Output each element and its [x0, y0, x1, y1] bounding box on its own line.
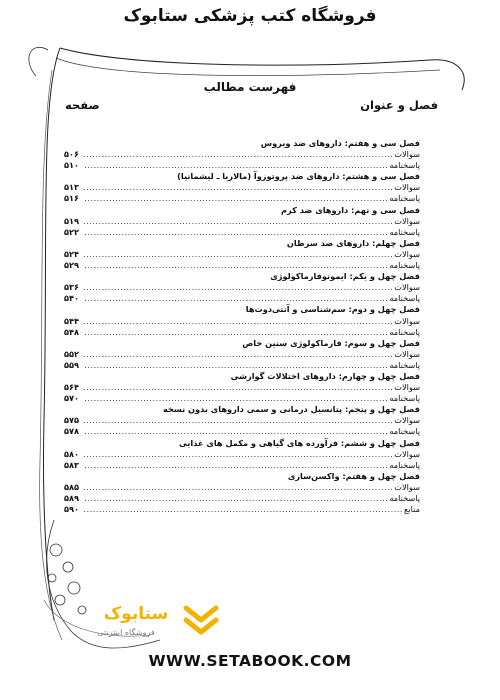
toc-page-number: ۵۰۶ — [64, 149, 79, 160]
toc-chapter-heading: فصل چهل و ششم: فرآورده های گیاهی و مکمل های غذایی — [179, 437, 420, 448]
toc-entry-label: پاسخنامه — [389, 359, 420, 370]
toc-page-number: ۵۱۶ — [64, 193, 79, 204]
toc-entry-row — [64, 349, 420, 360]
toc-chapter-heading: فصل چهل و هفتم: واکسن‌سازی — [287, 470, 420, 481]
toc-entry-row — [64, 360, 420, 371]
toc-chapter-heading: فصل چهل و یکم: ایمونوفارماکولوژی — [270, 271, 420, 282]
toc-entry-label: پاسخنامه — [389, 193, 420, 204]
dot-leader — [83, 316, 393, 327]
dot-leader — [83, 426, 388, 437]
toc-page-number: ۵۳۶ — [64, 282, 79, 293]
logo-subtext: فروشگاه اینترنتی — [97, 628, 155, 637]
dot-leader — [83, 193, 388, 204]
toc-entry-label: پاسخنامه — [389, 326, 420, 337]
toc-entry-label: پاسخنامه — [389, 293, 420, 304]
toc-entry-row — [64, 415, 420, 426]
toc-entry-row — [64, 504, 420, 515]
toc-page-number: ۵۱۳ — [64, 182, 79, 193]
dot-leader — [83, 227, 388, 238]
toc-chapter-heading: فصل چهل و سوم: فارماکولوژی سنین خاص — [242, 337, 420, 348]
toc-entry-label: سوالات — [394, 248, 420, 259]
dot-leader — [83, 393, 388, 404]
toc-entry-row — [64, 426, 420, 437]
toc-entry-label: پاسخنامه — [389, 160, 420, 171]
toc-entry-row — [64, 393, 420, 404]
toc-entry-row — [64, 449, 420, 460]
setabook-logo — [56, 596, 256, 646]
toc-entry-row — [64, 316, 420, 327]
toc-entry-label: سوالات — [394, 415, 420, 426]
toc-entry-row — [64, 460, 420, 471]
toc-entry-row — [64, 249, 420, 260]
dot-leader — [83, 182, 393, 193]
toc-chapter-heading: فصل چهل و چهارم: داروهای اختلالات گوارشی — [230, 370, 420, 381]
toc-page-number: ۵۶۴ — [64, 382, 79, 393]
toc-entry-label: سوالات — [394, 382, 420, 393]
toc-entry-row — [64, 227, 420, 238]
dot-leader — [83, 449, 393, 460]
table-of-contents — [64, 138, 420, 515]
dot-leader — [83, 460, 388, 471]
toc-entry-label: پاسخنامه — [389, 426, 420, 437]
dot-leader — [83, 160, 388, 171]
toc-entry-row — [64, 149, 420, 160]
toc-entry-label: منابع — [404, 504, 420, 515]
column-header-page: صفحه — [65, 98, 100, 112]
toc-entry-row — [64, 260, 420, 271]
website-url[interactable]: WWW.SETABOOK.COM — [148, 652, 352, 670]
dot-leader — [83, 415, 393, 426]
toc-page-number: ۵۸۰ — [64, 448, 79, 459]
toc-entry-label: سوالات — [394, 481, 420, 492]
toc-chapter-heading: فصل چهلم: داروهای ضد سرطان — [286, 237, 420, 248]
dot-leader — [83, 282, 393, 293]
toc-entry-label: سوالات — [394, 149, 420, 160]
toc-entry-label: سوالات — [394, 215, 420, 226]
toc-chapter-heading: فصل سی و هشتم: داروهای ضد پروتوزوآ (مالاریا ـ لیشمانیا) — [177, 171, 420, 182]
toc-entry-row — [64, 216, 420, 227]
dot-leader — [83, 260, 388, 271]
toc-entry-label: پاسخنامه — [389, 393, 420, 404]
toc-entry-label: سوالات — [394, 448, 420, 459]
toc-page-number: ۵۹۰ — [64, 504, 79, 515]
dot-leader — [83, 482, 393, 493]
toc-page-number: ۵۷۸ — [64, 426, 79, 437]
dot-leader — [83, 216, 393, 227]
toc-page-number: ۵۴۴ — [64, 315, 79, 326]
toc-entry-row — [64, 293, 420, 304]
store-title: فروشگاه کتب پزشکی ستابوک — [123, 6, 377, 26]
toc-entry-row — [64, 493, 420, 504]
toc-entry-label: پاسخنامه — [389, 493, 420, 503]
toc-page-number: ۵۴۰ — [64, 293, 79, 304]
toc-page-number: ۵۷۵ — [64, 415, 79, 426]
toc-entry-row — [64, 282, 420, 293]
toc-chapter-heading: فصل سی و نهم: داروهای ضد کرم — [281, 204, 420, 215]
toc-page-number: ۵۲۲ — [64, 226, 79, 237]
toc-page-number: ۵۲۴ — [64, 248, 79, 259]
toc-entry-label: پاسخنامه — [389, 226, 420, 237]
toc-entry-label: پاسخنامه — [389, 459, 420, 470]
toc-entry-row — [64, 482, 420, 493]
dot-leader — [83, 249, 393, 260]
toc-page-number: ۵۸۳ — [64, 459, 79, 470]
dot-leader — [83, 382, 393, 393]
toc-title: فهرست مطالب — [203, 80, 297, 94]
toc-page-number: ۵۲۹ — [64, 260, 79, 271]
dot-leader — [83, 360, 388, 371]
logo-text: ستابوک — [103, 604, 169, 624]
toc-entry-row — [64, 193, 420, 204]
toc-page-number: ۵۸۹ — [64, 493, 79, 503]
toc-entry-row — [64, 327, 420, 338]
toc-entry-label: سوالات — [394, 315, 420, 326]
toc-entry-row — [64, 382, 420, 393]
toc-entry-row — [64, 160, 420, 171]
toc-page-number: ۵۵۲ — [64, 348, 79, 359]
toc-chapter-heading: فصل چهل و پنجم: پتانسیل درمانی و سمی داروهای بدون نسخه — [162, 404, 420, 415]
toc-entry-row — [64, 182, 420, 193]
toc-page-number: ۵۴۸ — [64, 326, 79, 337]
dot-leader — [83, 349, 393, 360]
toc-page-number: ۵۸۵ — [64, 481, 79, 492]
column-header-topic: فصل و عنوان — [360, 98, 438, 112]
toc-entry-label: پاسخنامه — [389, 260, 420, 271]
toc-page-number: ۵۵۹ — [64, 359, 79, 370]
toc-chapter-heading: فصل چهل و دوم: سم‌شناسی و آنتی‌دوت‌ها — [245, 304, 420, 315]
toc-page-number: ۵۱۰ — [64, 160, 79, 171]
toc-chapter-heading: فصل سی و هفتم: داروهای ضد ویروس — [260, 138, 420, 148]
dot-leader — [83, 293, 388, 304]
dot-leader — [83, 149, 393, 160]
toc-entry-label: سوالات — [394, 182, 420, 193]
dot-leader — [83, 327, 388, 338]
toc-page-number: ۵۱۹ — [64, 215, 79, 226]
toc-entry-label: سوالات — [394, 348, 420, 359]
dot-leader — [83, 493, 388, 504]
dot-leader — [83, 504, 403, 515]
toc-page-number: ۵۷۰ — [64, 393, 79, 404]
toc-entry-label: سوالات — [394, 282, 420, 293]
